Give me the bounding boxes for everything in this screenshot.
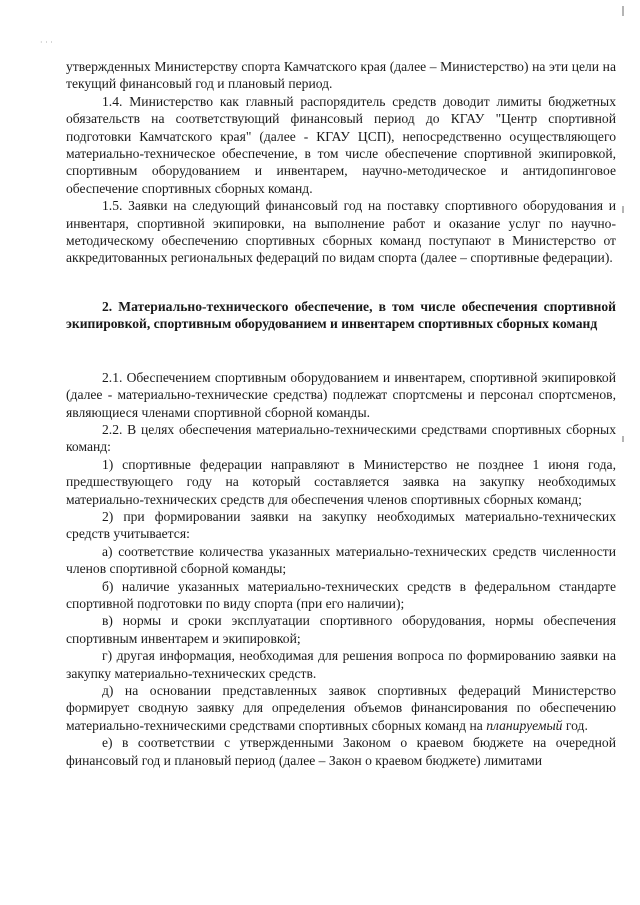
italic-word: планируемый: [486, 717, 563, 733]
list-item-v: в) нормы и сроки эксплуатации спортивного оборудования, нормы обеспечения спортивным инвентарем и экипировкой;: [66, 613, 616, 646]
section-heading: 2. Материально-технического обеспечение, в том числе обеспечения спортивной экипировкой, спортивным оборудованием и инвентарем спортивных сборных команд: [66, 298, 616, 332]
paragraph-continuation: утвержденных Министерству спорта Камчатского края (далее – Министерство) на эти цели на текущий финансовый год и плановый период.: [66, 59, 616, 92]
list-item-a: а) соответствие количества указанных материально-технических средств численности членов спортивной сборной команды;: [66, 543, 616, 577]
list-item-d: [66, 682, 616, 734]
edge-mark: [622, 6, 624, 16]
paragraph-1-5: 1.5. Заявки на следующий финансовый год на поставку спортивного оборудования и инвентаря, спортивной экипировки, на выполнение работ и оказание услуг по научно-методическому обеспечению спортивных сборных команд поступают в Министерство от аккредитованных региональных федераций по видам спорта (далее – спортивные федерации).: [66, 198, 616, 266]
list-item-b: б) наличие указанных материально-технических средств в федеральном стандарте спортивной подготовки по виду спорта (при его наличии);: [66, 578, 616, 611]
list-item-d-tail: год.: [562, 717, 588, 733]
list-item-e: е) в соответствии с утвержденными Законом о краевом бюджете на очередной финансовый год и плановый период (далее – Закон о краевом бюджете) лимитами: [66, 735, 616, 768]
paragraph-2-1: 2.1. Обеспечением спортивным оборудованием и инвентарем, спортивной экипировкой (далее - материально-технические средства) подлежат спортсмены и персонал спортсменов, являющиеся членами спортивной сборной команды.: [66, 369, 616, 420]
paragraph-2-2: 2.2. В целях обеспечения материально-техническими средствами спортивных сборных команд:: [66, 421, 616, 455]
list-item-g: г) другая информация, необходимая для решения вопроса по формированию заявки на закупку материально-технических средств.: [66, 648, 616, 681]
scan-artifact: · · ·: [40, 38, 53, 47]
list-item-1: 1) спортивные федерации направляют в Министерство не позднее 1 июня года, предшествующего году на который составляется заявка на закупку необходимых материально-технических средств для обеспечения членов спортивных сборных команд;: [66, 456, 616, 507]
paragraph-1-4: 1.4. Министерство как главный распорядитель средств доводит лимиты бюджетных обязательств на соответствующий финансовый период до КГАУ "Центр спортивной подготовки Камчатского края" (далее - КГАУ ЦСП), непосредственно осуществляющего материально-техническое обеспечение, в том числе обеспечение спортивной экипировкой, спортивным оборудованием и инвентарем, научно-методическое и антидопинговое обеспечение спортивных сборных команд.: [66, 93, 616, 196]
document-page: [66, 58, 616, 769]
edge-mark: [622, 206, 624, 213]
list-item-d-text: д) на основании представленных заявок спортивных федераций Министерство формирует сводную заявку для определения объемов финансирования по обеспечению материально-техническими средствами спортивных сборных команд на: [66, 683, 616, 733]
list-item-2: 2) при формировании заявки на закупку необходимых материально-технических средств учитывается:: [66, 508, 616, 542]
edge-mark: [622, 436, 624, 442]
